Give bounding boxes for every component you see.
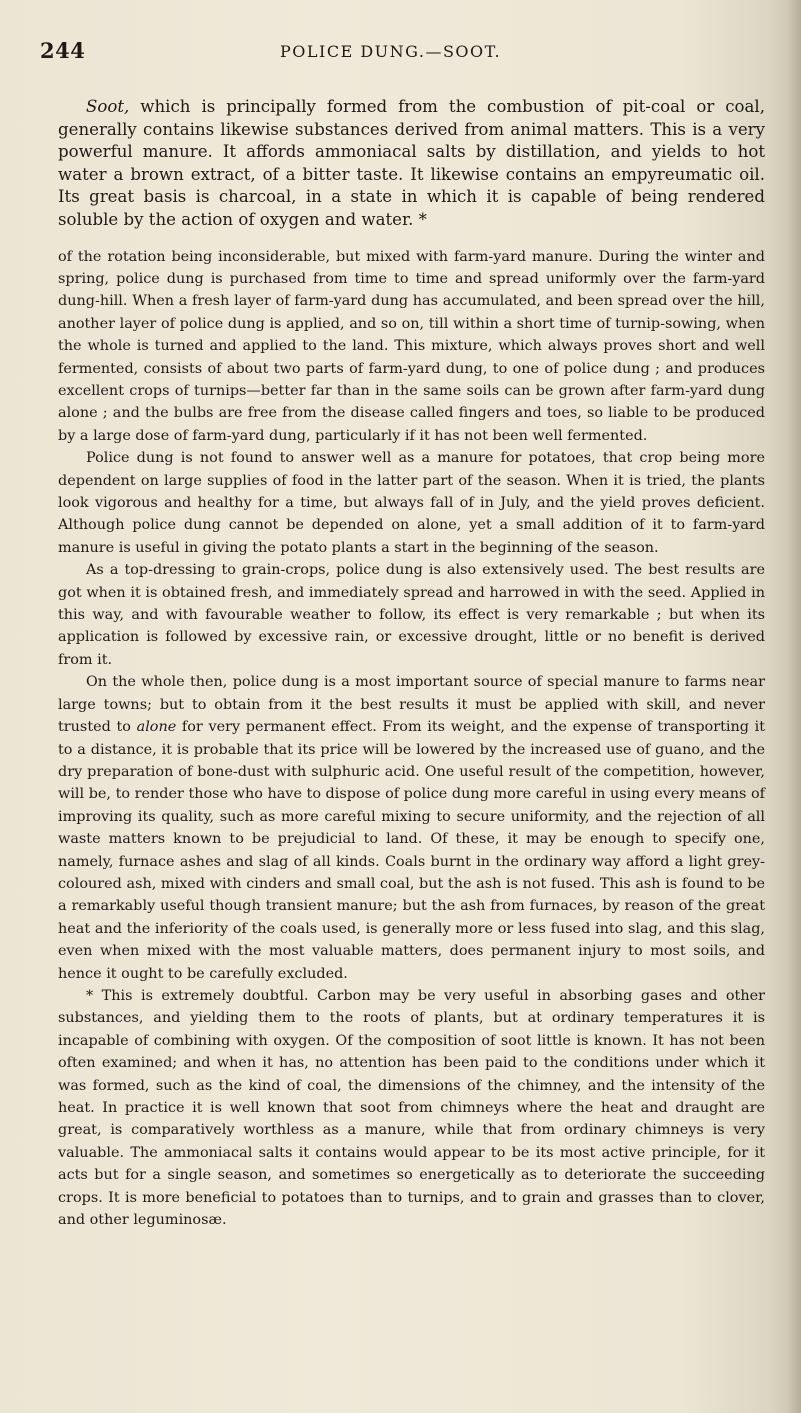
alone-emphasis: alone (136, 719, 177, 736)
page-edge-shadow (787, 0, 801, 1413)
soot-paragraph (58, 96, 765, 232)
paragraph-4-part-a: On the whole then, police dung is a most important source of special manure to farms near large towns; but to obtain from it the best results it must be applied with skill, and never trusted to (58, 674, 765, 736)
page-header (40, 38, 740, 78)
police-dung-paragraph-4 (58, 671, 765, 985)
police-dung-paragraph-1: of the rotation being inconsiderable, but mixed with farm-yard manure. During the winter and spring, police dung is purchased from time to time and spread uniformly over the farm-yard dung-hill. When a fresh layer of farm-yard dung has accumulated, and been spread over the hill, another layer of police dung is applied, and so on, till within a short time of turnip-sowing, when the whole is turned and applied to the land. This mixture, which always proves short and well fermented, consists of about two parts of farm-yard dung, to one of police dung ; and produces excellent crops of turnips—better far than in the same soils can be grown after farm-yard dung alone ; and the bulbs are free from the disease called fingers and toes, so liable to be produced by a large dose of farm-yard dung, particularly if it has not been well fermented. (58, 248, 765, 444)
paragraph-4-part-b: for very permanent effect. From its weight, and the expense of transporting it to a distance, it is probable that its price will be lowered by the increased use of guano, and the dry preparation of bone-dust with sulphuric acid. One useful result of the competition, however, will be, to render those who have to dispose of police dung more careful in using every means of improving its quality, such as more careful mixing to secure uniformity, and the rejection of all waste matters known to be prejudicial to land. Of these, it may be enough to specify one, namely, furnace ashes and slag of all kinds. Coals burnt in the ordinary way afford a light grey-coloured ash, mixed with cinders and small coal, but the ash is not fused. This ash is found to be a remarkably useful though transient manure; but the ash from furnaces, by reason of the great heat and the inferiority of the coals used, is generally more or less fused into slag, and this slag, even when mixed with the most valuable matters, does permanent injury to most soils, and hence it ought to be carefully excluded. (58, 719, 765, 982)
footnote: * This is extremely doubtful. Carbon may be very useful in absorbing gases and other substances, and yielding them to the roots of plants, but at ordinary temperatures it is incapable of combining with oxygen. Of the composition of soot little is known. It has not been often examined; and when it has, no attention has been paid to the conditions under which it was formed, such as the kind of coal, the dimensions of the chimney, and the intensity of the heat. In practice it is well known that soot from chimneys where the heat and draught are great, is comparatively worthless as a manure, while that from ordinary chimneys is very valuable. The ammoniacal salts it contains would appear to be its most active principle, for it acts but for a single season, and sometimes so energetically as to deteriorate the succeeding crops. It is more beneficial to potatoes than to turnips, and to grain and grasses than to clover, and other leguminosæ. (58, 987, 765, 1229)
page-number: 244 (40, 38, 86, 63)
section-gap (58, 232, 765, 246)
soot-term: Soot, (86, 97, 130, 116)
running-head: POLICE DUNG.—SOOT. (280, 42, 502, 61)
police-dung-paragraph-3: As a top-dressing to grain-crops, police dung is also extensively used. The best results are got when it is obtained fresh, and immediately spread and harrowed in with the seed. Applied in this way, and with favourable weather to follow, its effect is very remarkable ; but when its application is followed by excessive rain, or excessive drought, little or no benefit is derived from it. (58, 562, 765, 668)
police-dung-paragraph-2: Police dung is not found to answer well as a manure for potatoes, that crop being more dependent on large supplies of food in the latter part of the season. When it is tried, the plants look vigorous and healthy for a time, but always fall of in July, and the yield proves deficient. Although police dung cannot be depended on alone, yet a small addition of it to farm-yard manure is useful in giving the potato plants a start in the beginning of the season. (58, 450, 765, 556)
body-text (58, 96, 765, 1231)
soot-paragraph-text: which is principally formed from the combustion of pit-coal or coal, generally contains likewise substances derived from animal matters. This is a very powerful manure. It affords ammoniacal salts by distillation, and yields to hot water a brown extract, of a bitter taste. It likewise contains an empyreumatic oil. Its great basis is charcoal, in a state in which it is capable of being rendered soluble by the action of oxygen and water. * (58, 97, 765, 229)
